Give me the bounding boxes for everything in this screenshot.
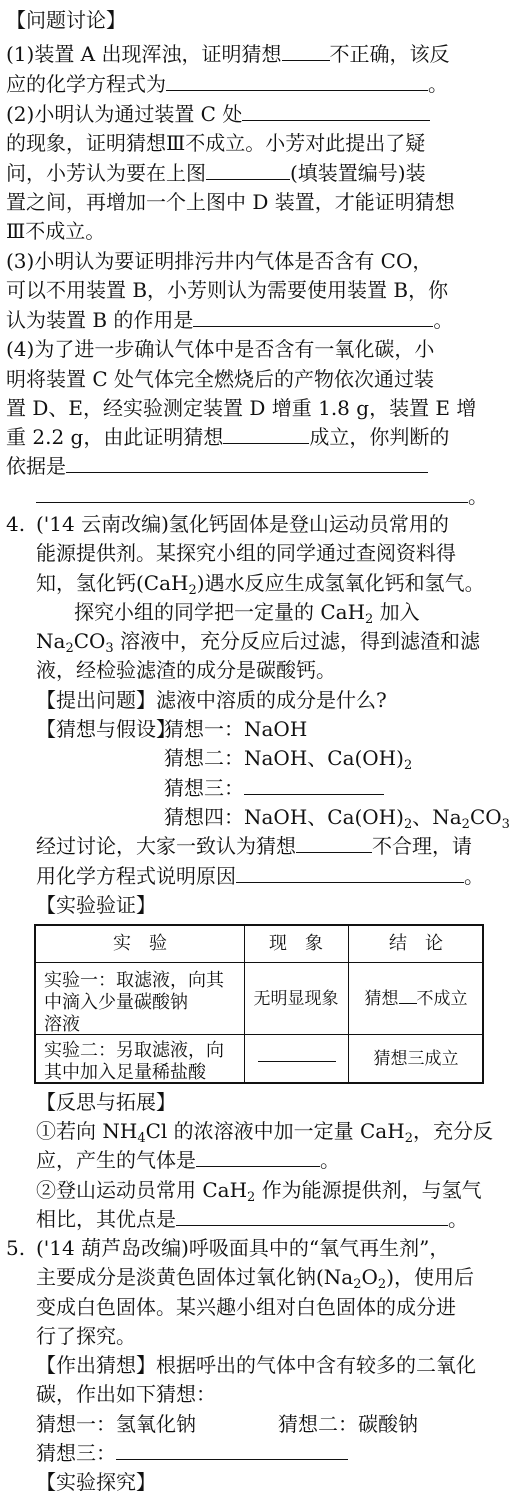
table-header-conclusion: 结 论 xyxy=(389,933,443,954)
table-row2-conclusion: 猜想三成立 xyxy=(373,1049,459,1069)
q3-part1-line2: 应的化学方程式为 。 xyxy=(6,72,448,96)
q4-verify-heading: 【实验验证】 xyxy=(36,893,156,917)
hypothesis-4: 猜想四：NaOH、$Ca(OH)_2$、$Na_2CO_3$ xyxy=(164,805,510,832)
q4-line1: ('14 云南改编)氢化钙固体是登山运动员常用的 xyxy=(36,512,449,536)
answer-blank[interactable] xyxy=(223,425,309,444)
q5-guess-3: 猜想三： xyxy=(36,1441,348,1465)
table-row2-phenomenon xyxy=(258,1044,336,1070)
q4-line6: 液，经检验滤渣的成分是碳酸钙。 xyxy=(36,658,336,682)
hypothesis-2: 猜想二：NaOH、$Ca(OH)_2$ xyxy=(164,746,413,773)
q4-reflection-heading: 【反思与拓展】 xyxy=(36,1090,176,1114)
answer-blank[interactable] xyxy=(236,864,464,883)
q3-part1-line1: (1)装置 A 出现浑浊，证明猜想 不正确，该反 xyxy=(6,42,450,66)
q4-ask-question: 【提出问题】滤液中溶质的成分是什么? xyxy=(36,688,387,712)
answer-blank[interactable] xyxy=(206,161,290,180)
q5-line2: 主要成分是淡黄色固体过氧化钠$(Na_2O_2)$，使用后 xyxy=(36,1265,475,1292)
question-number-4: 4. xyxy=(6,512,26,536)
q5-line5: 【作出猜想】根据呼出的气体中含有较多的二氧化 xyxy=(36,1353,476,1377)
hypothesis-1: 猜想一：NaOH xyxy=(164,717,308,741)
table-row1-experiment: 实验一：取滤液，向其 中滴入少量碳酸钠 溶液 xyxy=(44,970,224,1035)
q4-line4: 探究小组的同学把一定量的 CaH$_2$ 加入 xyxy=(74,600,420,627)
answer-blank[interactable] xyxy=(166,72,428,91)
answer-blank[interactable] xyxy=(399,987,417,1004)
q3-part2-line4: 置之间，再增加一个上图中 D 装置，才能证明猜想 xyxy=(6,190,455,214)
q3-part2-line3: 问，小芳认为要在上图 (填装置编号)装 xyxy=(6,161,426,185)
table-header-phenomenon: 现 象 xyxy=(269,933,323,954)
hypothesis-3: 猜想三： xyxy=(164,776,384,800)
q3-part2-line2: 的现象，证明猜想Ⅲ不成立。小芳对此提出了疑 xyxy=(6,131,426,155)
q5-guess-2: 猜想二：碳酸钠 xyxy=(278,1412,418,1436)
answer-blank[interactable] xyxy=(258,1045,336,1062)
q4-reflection-1-line1: ①若向 $NH_4Cl$ 的浓溶液中加一定量 CaH$_2$，充分反 xyxy=(36,1119,493,1146)
q3-part4-line4: 重 2.2 g，由此证明猜想 成立，你判断的 xyxy=(6,425,450,449)
q5-line3: 变成白色固体。某兴趣小组对白色固体的成分进 xyxy=(36,1295,456,1319)
experiment-table xyxy=(34,924,484,1084)
q4-line3: 知，氢化钙(CaH$_2$)遇水反应生成氢氧化钙和氢气。 xyxy=(36,571,485,598)
section-heading-discussion: 【问题讨论】 xyxy=(6,8,126,32)
answer-blank[interactable] xyxy=(176,1207,448,1226)
q5-line6: 碳，作出如下猜想： xyxy=(36,1382,216,1406)
q3-part2-line1: (2)小明认为通过装置 C 处 xyxy=(6,102,430,126)
q4-discussion-line1: 经过讨论，大家一致认为猜想 不合理，请 xyxy=(36,834,472,858)
answer-blank[interactable] xyxy=(193,308,433,327)
q5-guess-1: 猜想一：氢氧化钠 xyxy=(36,1412,196,1436)
q3-part3-line1: (3)小明认为要证明排污井内气体是否含有 CO， xyxy=(6,249,433,273)
q3-part4-line5: 依据是 xyxy=(6,454,428,478)
q3-part4-line1: (4)为了进一步确认气体中是否含有一氧化碳，小 xyxy=(6,337,435,361)
answer-blank[interactable] xyxy=(66,454,428,473)
q3-part2-line5: Ⅲ不成立。 xyxy=(6,219,106,243)
q4-reflection-1-line2: 应，产生的气体是 。 xyxy=(36,1148,340,1172)
table-header-experiment: 实 验 xyxy=(113,933,167,954)
table-row1-conclusion: 猜想 不成立 xyxy=(364,989,468,1009)
answer-blank[interactable] xyxy=(244,776,384,795)
q4-reflection-2-line2: 相比，其优点是 。 xyxy=(36,1207,468,1231)
q3-part3-line2: 可以不用装置 B，小芳则认为需要使用装置 B，你 xyxy=(6,278,449,302)
q4-reflection-2-line1: ②登山运动员常用 CaH$_2$ 作为能源提供剂，与氢气 xyxy=(36,1178,482,1205)
q4-line5: $Na_2CO_3$ 溶液中，充分反应后过滤，得到滤渣和滤 xyxy=(36,629,481,656)
q3-part4-line6: 。 xyxy=(6,484,488,508)
answer-blank[interactable] xyxy=(242,102,430,121)
q5-line1: ('14 葫芦岛改编)呼吸面具中的“氧气再生剂”， xyxy=(36,1236,450,1260)
q4-hypothesis-label: 【猜想与假设】 xyxy=(36,717,176,741)
q3-part4-line3: 置 D、E，经实验测定装置 D 增重 1.8 g，装置 E 增 xyxy=(6,396,477,420)
table-row1-phenomenon: 无明显现象 xyxy=(253,989,339,1009)
q4-discussion-line2: 用化学方程式说明原因 。 xyxy=(36,864,484,888)
q4-line2: 能源提供剂。某探究小组的同学通过查阅资料得 xyxy=(36,541,456,565)
question-number-5: 5. xyxy=(6,1236,26,1260)
q5-line4: 行了探究。 xyxy=(36,1324,136,1348)
q5-explore-heading: 【实验探究】 xyxy=(36,1470,156,1494)
answer-blank[interactable] xyxy=(36,484,468,503)
q3-part3-line3: 认为装置 B 的作用是 。 xyxy=(6,308,454,332)
answer-blank[interactable] xyxy=(296,834,372,853)
answer-blank[interactable] xyxy=(116,1441,348,1460)
answer-blank[interactable] xyxy=(196,1148,320,1167)
table-row2-experiment: 实验二：另取滤液，向 其中加入足量稀盐酸 xyxy=(44,1040,224,1083)
answer-blank[interactable] xyxy=(282,42,330,61)
q3-part4-line2: 明将装置 C 处气体完全燃烧后的产物依次通过装 xyxy=(6,367,435,391)
